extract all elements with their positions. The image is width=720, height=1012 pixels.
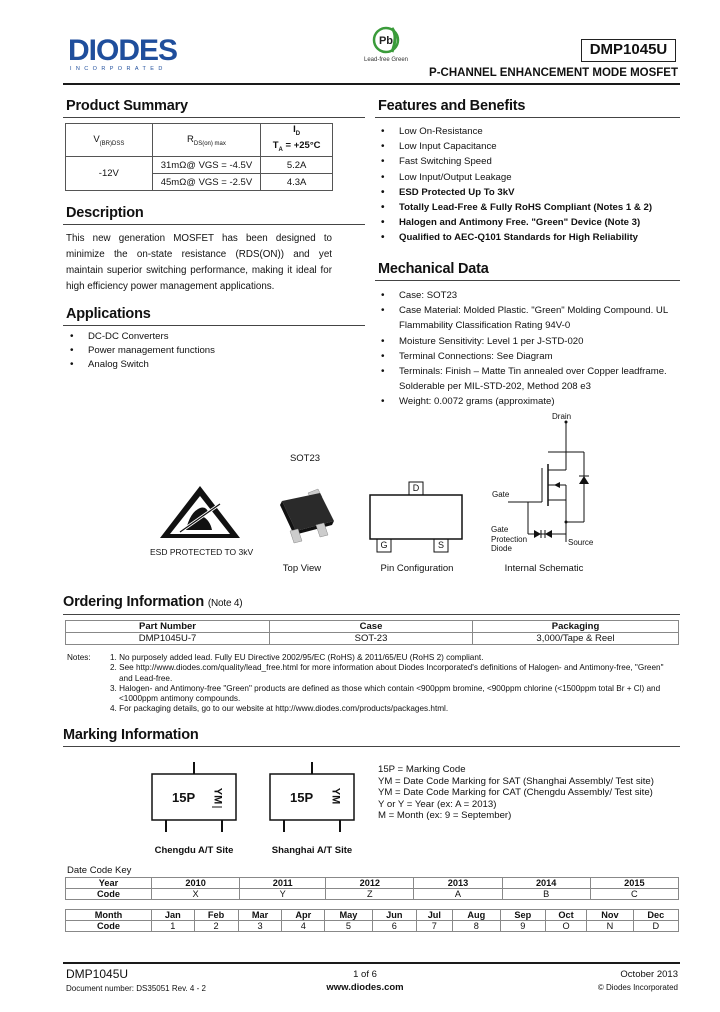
- header-rule: [63, 83, 680, 85]
- internal-schematic-figure: [488, 412, 600, 552]
- month-cell: Sep: [500, 910, 545, 921]
- month-code-cell: 8: [452, 921, 500, 932]
- month-code-label: Code: [66, 921, 152, 932]
- chengdu-marking-figure: [148, 760, 240, 840]
- legend-month: M = Month (ex: 9 = September): [378, 810, 512, 821]
- product-summary-rule: [63, 117, 365, 118]
- list-item: • Case Material: Molded Plastic. "Green" Molding Compound. UL Flammability Classification Rating 94V-0: [377, 303, 677, 333]
- sot23-package-figure: [270, 485, 345, 550]
- ps-id-1: 5.2A: [261, 157, 333, 174]
- month-code-cell: 2: [194, 921, 238, 932]
- description-rule: [63, 224, 365, 225]
- logo-text: DIODES: [68, 34, 178, 67]
- year-cell: 2012: [326, 878, 414, 889]
- pb-free-badge: [356, 24, 416, 66]
- month-code-cell: 1: [152, 921, 195, 932]
- marking-code-chengdu: 15P: [172, 790, 196, 805]
- month-code-table: [65, 909, 679, 932]
- list-item: • Terminal Connections: See Diagram: [377, 349, 677, 364]
- features-list: [377, 124, 677, 246]
- month-code-cell: N: [587, 921, 633, 932]
- ordering-part-value: DMP1045U-7: [66, 633, 270, 645]
- sot23-label: SOT23: [289, 453, 321, 464]
- list-item: • Weight: 0.0072 grams (approximate): [377, 394, 677, 409]
- footer-page: 1 of 6: [353, 969, 377, 980]
- ym-code-shanghai: YM: [329, 787, 342, 805]
- month-cell: Aug: [452, 910, 500, 921]
- mechanical-list: [377, 288, 677, 410]
- svg-text:Pb: Pb: [378, 35, 394, 47]
- top-view-caption: Top View: [282, 563, 322, 574]
- footer-site[interactable]: www.diodes.com: [326, 982, 404, 993]
- month-cell: May: [325, 910, 373, 921]
- applications-title: Applications: [66, 306, 151, 322]
- month-code-cell: 7: [416, 921, 452, 932]
- table-row: [66, 878, 679, 889]
- ym-code-chengdu: YM: [211, 787, 224, 805]
- year-code-cell: A: [414, 889, 502, 900]
- pin-s-label: S: [437, 540, 444, 550]
- footer-copyright: © Diodes Incorporated: [597, 983, 678, 992]
- legend-sat: YM = Date Code Marking for SAT (Shanghai Assembly/ Test site): [378, 775, 654, 787]
- month-code-cell: 3: [238, 921, 282, 932]
- shanghai-marking-figure: [266, 760, 358, 840]
- mechanical-rule: [375, 280, 680, 281]
- list-item: • Case: SOT23: [377, 288, 677, 303]
- footer-part: DMP1045U: [66, 967, 129, 981]
- note-2-cont: and Lead-free.: [119, 673, 173, 683]
- ordering-title: [63, 594, 242, 610]
- pin-config-caption: Pin Configuration: [380, 563, 454, 574]
- list-item: • Analog Switch: [66, 358, 336, 372]
- year-cell: 2015: [590, 878, 678, 889]
- shanghai-caption: Shanghai A/T Site: [271, 845, 353, 856]
- table-row: [66, 910, 679, 921]
- notes-list: [110, 653, 678, 715]
- ordering-col-case: Case: [270, 621, 473, 633]
- applications-rule: [63, 325, 365, 326]
- mechanical-title: Mechanical Data: [378, 261, 489, 277]
- year-code-cell: X: [152, 889, 240, 900]
- month-cell: Apr: [282, 910, 325, 921]
- month-cell: Jan: [152, 910, 195, 921]
- list-item: • Low Input/Output Leakage: [377, 170, 677, 185]
- ordering-col-part: Part Number: [66, 621, 270, 633]
- logo-subtext: INCORPORATED: [70, 66, 167, 72]
- product-summary-table: [65, 123, 333, 191]
- gate-protection-line3: Diode: [491, 544, 512, 553]
- list-item: • Totally Lead-Free & Fully RoHS Compliant (Notes 1 & 2): [377, 200, 677, 215]
- list-item: • Power management functions: [66, 344, 336, 358]
- list-item: • ESD Protected Up To 3kV: [377, 185, 677, 200]
- year-code-cell: C: [590, 889, 678, 900]
- drain-label: Drain: [552, 412, 572, 421]
- month-cell: Dec: [633, 910, 678, 921]
- list-item: • Fast Switching Speed: [377, 154, 677, 169]
- ordering-col-packaging: Packaging: [473, 621, 679, 633]
- year-code-cell: B: [502, 889, 590, 900]
- part-number-box: [581, 39, 676, 62]
- month-cell: Jul: [416, 910, 452, 921]
- list-item: • Low On-Resistance: [377, 124, 677, 139]
- list-item: • Qualified to AEC-Q101 Standards for High Reliability: [377, 230, 677, 245]
- ps-col-rds: $R_{DS(on) max}$: [152, 124, 261, 157]
- year-code-cell: Z: [326, 889, 414, 900]
- note-4: 4. For packaging details, go to our website at http://www.diodes.com/products/packages.html.: [110, 704, 449, 714]
- year-cell: 2013: [414, 878, 502, 889]
- month-cell: Nov: [587, 910, 633, 921]
- pb-free-icon: [368, 24, 404, 56]
- sot23-package-icon: [270, 485, 345, 550]
- applications-list: [66, 330, 336, 372]
- source-label: Source: [568, 538, 594, 547]
- ps-rds-1: 31mΩ@ VGS = -4.5V: [152, 157, 261, 174]
- month-code-cell: O: [545, 921, 586, 932]
- ps-vbr-value: -12V: [66, 157, 153, 191]
- gate-protection-label: [491, 525, 527, 554]
- pb-badge-label: Lead-free Green: [363, 57, 409, 63]
- ps-id-2: 4.3A: [261, 174, 333, 191]
- year-label: Year: [66, 878, 152, 889]
- esd-caption: ESD PROTECTED TO 3kV: [150, 547, 254, 557]
- gate-label: Gate: [492, 490, 510, 499]
- device-type: P-CHANNEL ENHANCEMENT MODE MOSFET: [429, 67, 678, 79]
- year-cell: 2011: [240, 878, 326, 889]
- month-code-cell: 5: [325, 921, 373, 932]
- ordering-table: [65, 620, 679, 645]
- legend-year: Y or Y = Year (ex: A = 2013): [378, 798, 497, 810]
- list-item: • Low Input Capacitance: [377, 139, 677, 154]
- pin-g-label: G: [380, 540, 388, 550]
- note-3-cont: <1000ppm antimony compounds.: [119, 694, 241, 704]
- month-cell: Feb: [194, 910, 238, 921]
- ordering-packaging-value: 3,000/Tape & Reel: [473, 633, 679, 645]
- list-item: • Terminals: Finish – Matte Tin annealed over Copper leadframe. Solderable per MIL-STD-202, Method 208 e3: [377, 364, 677, 394]
- ordering-rule: [63, 614, 680, 615]
- month-label: Month: [66, 910, 152, 921]
- note-1: 1. No purposely added lead. Fully EU Directive 2002/95/EC (RoHS) & 2011/65/EU (RoHS 2) compliant.: [110, 653, 484, 662]
- notes-label: Notes:: [67, 653, 91, 662]
- date-code-title: Date Code Key: [67, 865, 132, 876]
- ordering-case-value: SOT-23: [270, 633, 473, 645]
- footer-rule: [63, 962, 680, 964]
- month-code-cell: 9: [500, 921, 545, 932]
- footer-docnum: Document number: DS35051 Rev. 4 - 2: [66, 984, 206, 993]
- month-code-cell: 4: [282, 921, 325, 932]
- marking-rule: [63, 746, 680, 747]
- marking-code-shanghai: 15P: [290, 790, 314, 805]
- diodes-logo: [68, 36, 203, 76]
- legend-cat: YM = Date Code Marking for CAT (Chengdu Assembly/ Test site): [378, 787, 653, 798]
- features-rule: [375, 117, 680, 118]
- footer-date: October 2013: [620, 969, 678, 980]
- gate-protection-line2: Protection: [491, 534, 528, 544]
- description-title: Description: [66, 205, 144, 221]
- ps-rds-2: 45mΩ@ VGS = -2.5V: [152, 174, 261, 191]
- part-number: DMP1045U: [589, 41, 668, 58]
- internal-schematic-caption: Internal Schematic: [504, 563, 584, 574]
- ordering-title-text: Ordering Information: [63, 594, 205, 610]
- ps-col-vbr: $V_{(BR)DSS}$: [66, 124, 153, 157]
- description-text: This new generation MOSFET has been designed to minimize the on-state resistance (RDS(ON)) and yet maintain superior switching performance, making it ideal for high efficiency power management applications.: [66, 233, 332, 292]
- table-row: [66, 921, 679, 932]
- month-cell: Jun: [372, 910, 416, 921]
- ps-col-id: $I_D$ $T_A = +25^\circ C$: [261, 124, 333, 157]
- year-cell: 2014: [502, 878, 590, 889]
- year-code-label: Code: [66, 889, 152, 900]
- features-title: Features and Benefits: [378, 98, 526, 114]
- product-summary-title: Product Summary: [66, 98, 188, 114]
- year-code-cell: Y: [240, 889, 326, 900]
- note-3: 3. Halogen- and Antimony-free "Green" products are defined as those which contain <900ppm bromine, <900ppm chlorine (<1500ppm total Br + Cl) and: [110, 683, 661, 693]
- table-row: [66, 889, 679, 900]
- table-row: [66, 633, 679, 645]
- list-item: • Halogen and Antimony Free. "Green" Device (Note 3): [377, 215, 677, 230]
- list-item: • Moisture Sensitivity: Level 1 per J-STD-020: [377, 334, 677, 349]
- marking-legend: [378, 764, 654, 822]
- note-2: 2. See http://www.diodes.com/quality/lead_free.html for more information about Diodes Incorporated's definitions of Halogen- and Antimony-free, "Green": [110, 663, 664, 673]
- legend-marking-code: 15P = Marking Code: [378, 764, 466, 775]
- ordering-note: (Note 4): [207, 598, 243, 609]
- year-code-table: [65, 877, 679, 900]
- esd-figure: [150, 482, 254, 557]
- month-code-cell: D: [633, 921, 678, 932]
- esd-warning-icon: [150, 482, 250, 542]
- year-cell: 2010: [152, 878, 240, 889]
- chengdu-caption: Chengdu A/T Site: [154, 845, 234, 856]
- month-cell: Mar: [238, 910, 282, 921]
- marking-title: Marking Information: [63, 727, 199, 743]
- month-code-cell: 6: [372, 921, 416, 932]
- pin-configuration-figure: [368, 481, 468, 559]
- gate-protection-line1: Gate: [491, 525, 509, 534]
- list-item: • DC-DC Converters: [66, 330, 336, 344]
- month-cell: Oct: [545, 910, 586, 921]
- pin-d-label: D: [412, 483, 420, 493]
